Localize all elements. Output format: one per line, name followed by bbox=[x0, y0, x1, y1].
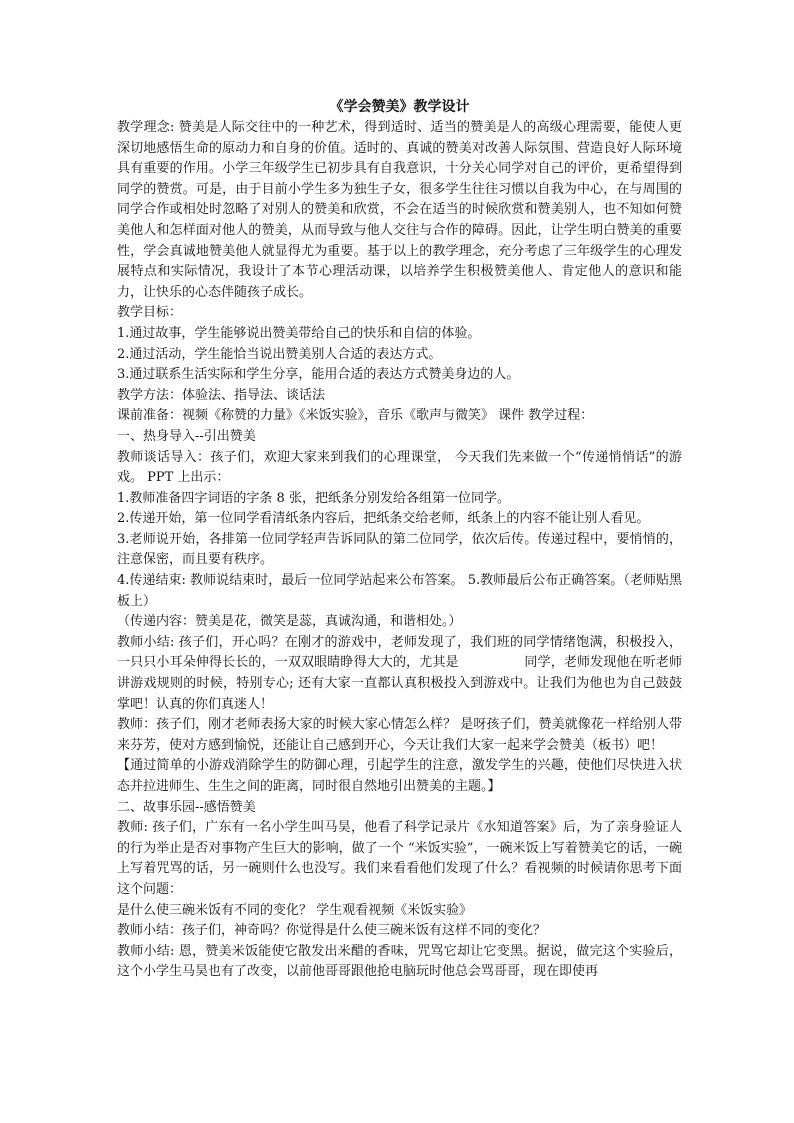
game-step-2: 2.传递开始，第一位同学看清纸条内容后，把纸条交给老师，纸条上的内容不能让别人看见。 bbox=[117, 511, 650, 527]
objective-item-1: 1.通过故事，学生能够说出赞美带给自己的快乐和自信的体验。 bbox=[117, 325, 481, 341]
game-step-1: 1.教师准备四字词语的字条 8 张，把纸条分别发给各组第一位同学。 bbox=[117, 490, 510, 506]
objectives-heading: 教学目标： bbox=[117, 305, 183, 321]
story-paragraph: 教师: 孩子们，广东有一名小学生叫马昊，他看了科学记录片《水知道答案》后，为了亲身验证人的行为举止是否对事物产生巨大的影响，做了一个 “米饭实验”，一碗米饭上写着赞美它的话，一碗上写着咒骂的话，另一碗则什么也没写。我们来看看他们发现了什么？看视频的时候请你思考下面这个问题： bbox=[117, 820, 682, 897]
document-page bbox=[117, 98, 682, 983]
objective-item-3: 3.通过联系生活实际和学生分享，能用合适的表达方式赞美身边的人。 bbox=[117, 367, 520, 383]
game-step-4-5: 4.传递结束: 教师说结束时，最后一位同学站起来公布答案。 5.教师最后公布正确答案。（老师贴黑板上） bbox=[117, 573, 682, 609]
game-content: （传递内容：赞美是花，微笑是蕊，真诚沟通，和谐相处。） bbox=[117, 614, 462, 630]
section-heading-2: 二、故事乐园--感悟赞美 bbox=[117, 799, 256, 815]
video-question: 是什么使三碗米饭有不同的变化？ 学生观看视频《米饭实验》 bbox=[117, 902, 473, 918]
section-heading-1: 一、热身导入--引出赞美 bbox=[117, 428, 256, 444]
design-note: 【通过简单的小游戏消除学生的防御心理，引起学生的注意，激发学生的兴趣，使他们尽快进入状态并拉进师生、生生之间的距离，同时很自然地引出赞美的主题。】 bbox=[117, 758, 682, 794]
teacher-intro-paragraph: 教师谈话导入：孩子们，欢迎大家来到我们的心理课堂， 今天我们先来做一个“传递悄悄话”的游戏。 PPT 上出示： bbox=[117, 449, 682, 486]
teaching-methods: 教学方法：体验法、指导法、谈话法 bbox=[117, 387, 326, 403]
teaching-philosophy-paragraph: 教学理念: 赞美是人际交往中的一种艺术，得到适时、适当的赞美是人的高级心理需要，能使人更深切地感悟生命的原动力和自身的价值。适时的、真诚的赞美对改善人际氛围、营造良好人际环境具有重要的作用。小学三年级学生已初步具有自我意识，十分关心同学对自己的评价，更希望得到同学的赞赏。可是，由于目前小学生多为独生子女，很多学生往往习惯以自我为中心，在与周围的同学合作或相处时忽略了对别人的赞美和欣赏，不会在适当的时候欣赏和赞美别人，也不知如何赞美他人和怎样面对他人的赞美，从而导致与他人交往与合作的障碍。因此，让学生明白赞美的重要性，学会真诚地赞美他人就显得尤为重要。基于以上的教学理念，充分考虑了三年级学生的心理发展特点和实际情况，我设计了本节心理活动课，以培养学生积极赞美他人、肯定他人的意识和能力，让快乐的心态伴随孩子成长。 bbox=[117, 120, 682, 300]
document-title: 《学会赞美》教学设计 bbox=[329, 99, 470, 115]
preparation: 课前准备：视频《称赞的力量》《米饭实验》，音乐《歌声与微笑》 课件 教学过程： bbox=[117, 408, 594, 424]
objective-item-2: 2.通过活动，学生能恰当说出赞美别人合适的表达方式。 bbox=[117, 346, 442, 362]
teacher-summary-3: 教师小结: 恩，赞美米饭能使它散发出米醋的香味，咒骂它却让它变黑。据说，做完这个实验后，这个小学生马昊也有了改变，以前他哥哥跟他抢电脑玩时他总会骂哥哥，现在即使再 bbox=[117, 943, 682, 980]
teacher-paragraph-2: 教师：孩子们，刚才老师表扬大家的时候大家心情怎么样？ 是呀孩子们，赞美就像花一样给别人带来芬芳，使对方感到愉悦，还能让自己感到开心，今天让我们大家一起来学会赞美（板书）吧！ bbox=[117, 717, 682, 753]
game-step-3: 3.老师说开始，各排第一位同学轻声告诉同队的第二位同学，依次后传。传递过程中，要悄悄的，注意保密，而且要有秩序。 bbox=[117, 531, 682, 568]
teacher-summary-2: 教师小结：孩子们，神奇吗？你觉得是什么使三碗米饭有这样不同的变化？ bbox=[117, 923, 547, 939]
teacher-summary-1: 教师小结: 孩子们，开心吗？在刚才的游戏中，老师发现了，我们班的同学情绪饱满，积极投入，一只只小耳朵伸得长长的，一双双眼睛睁得大大的，尤其是 同学，老师发现他在听老师讲游戏规则的时候，特别专心; 还有大家一直都认真积极投入到游戏中。让我们为他也为自己鼓鼓掌吧！认真的你们真迷人！ bbox=[117, 634, 682, 712]
